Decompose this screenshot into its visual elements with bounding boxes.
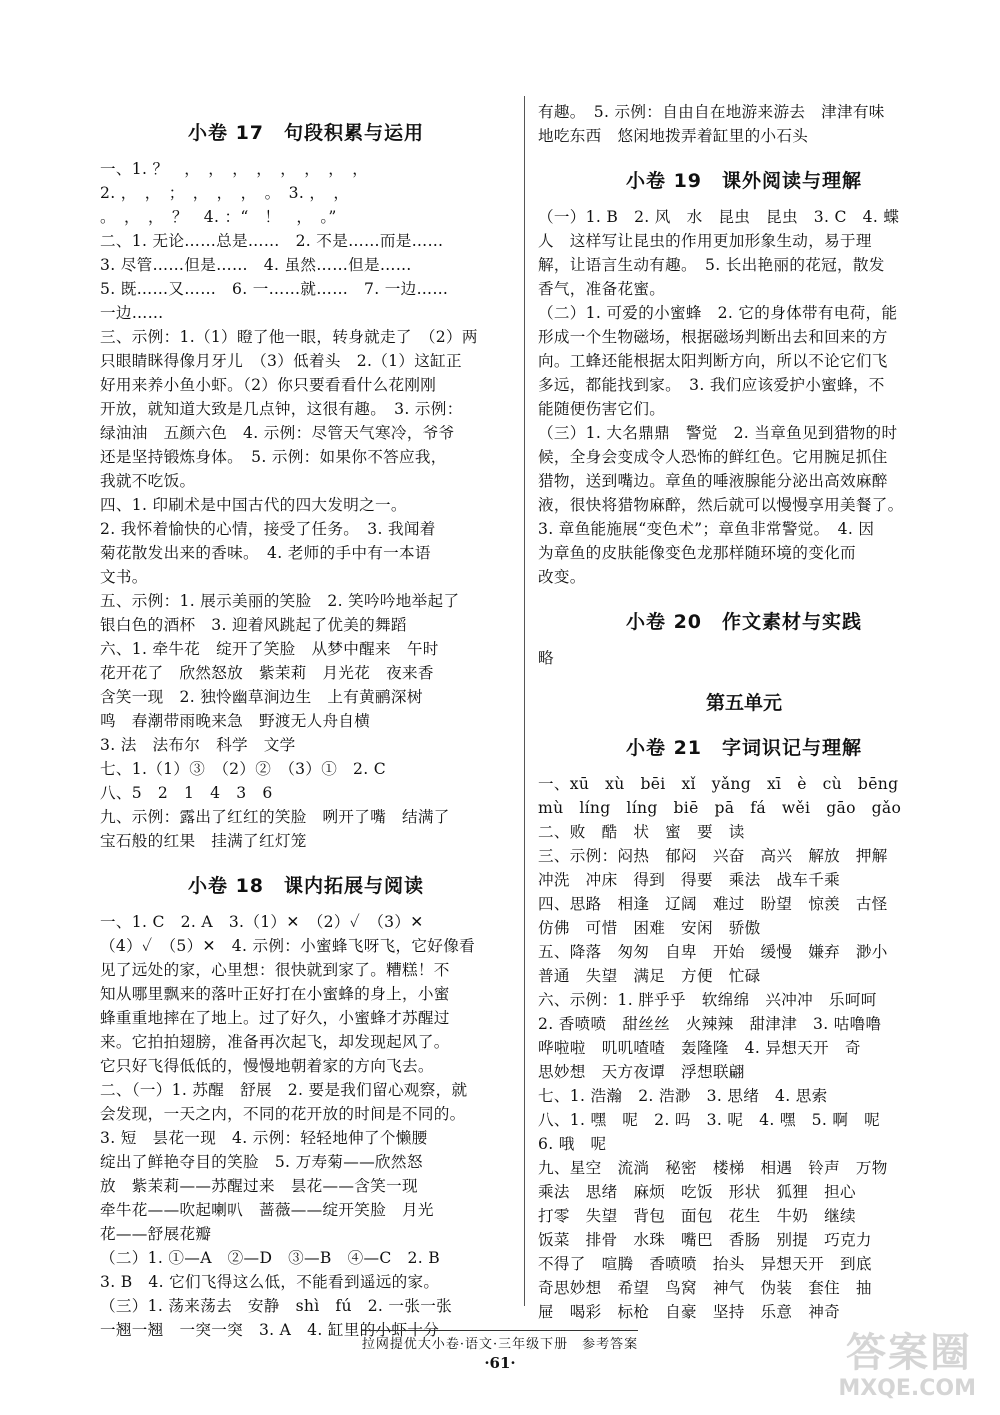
section-title-17: 小卷 17 句段积累与运用 bbox=[187, 122, 425, 144]
answer-line: 六、1. 牵牛花 绽开了笑脸 从梦中醒来 午时 bbox=[100, 640, 439, 658]
answer-line: 我就不吃饭。 bbox=[100, 472, 196, 490]
answer-line: 3. 尽管……但是…… 4. 虽然……但是…… bbox=[100, 256, 412, 274]
answer-line: 七、1.（1）③ （2）② （3）① 2. C bbox=[100, 760, 387, 778]
answer-line: 为章鱼的皮肤能像变色龙那样随环境的变化而 bbox=[538, 544, 856, 562]
answer-line: 五、降落 匆匆 自卑 开始 缓慢 嫌弃 渺小 bbox=[538, 943, 888, 961]
answer-line: 放 紫茉莉——苏醒过来 昙花——含笑一现 bbox=[100, 1177, 418, 1195]
answer-line: 一、1. ？ ， ， ， ， ， ， ， ， bbox=[100, 160, 369, 178]
answer-line: 四、思路 相逢 辽阔 难过 盼望 惊羡 古怪 bbox=[538, 895, 888, 913]
answer-line: 2. ， ， ； ， ， ， 。 3. ， ， bbox=[100, 184, 350, 202]
answer-line: 乘法 思绪 麻烦 吃饭 形状 狐狸 担心 bbox=[538, 1183, 856, 1201]
section-17-body bbox=[100, 157, 512, 853]
answer-line: 二、败 酷 状 蜜 要 读 bbox=[538, 823, 745, 841]
answer-line: 九、示例：露出了红红的笑脸 咧开了嘴 结满了 bbox=[100, 808, 450, 826]
answer-line: 它只好飞得低低的，慢慢地朝着家的方向飞去。 bbox=[100, 1057, 434, 1075]
answer-line: 3. 法 法布尔 科学 文学 bbox=[100, 736, 296, 754]
page-number: ·61· bbox=[484, 1354, 516, 1372]
answer-line: 开放，就知道大致是几点钟，这很有趣。 3. 示例： bbox=[100, 400, 463, 418]
unit-title: 第五单元 bbox=[705, 692, 782, 714]
answer-line: 液，很快将猎物麻醉，然后就可以慢慢享用美餐了。 bbox=[538, 496, 904, 514]
answer-line: 打零 失望 背包 面包 花生 牛奶 继续 bbox=[538, 1207, 856, 1225]
answer-line: 还是坚持锻炼身体。 5. 示例：如果你不答应我， bbox=[100, 448, 447, 466]
answer-line: 二、（一）1. 苏醒 舒展 2. 要是我们留心观察，就 bbox=[100, 1081, 468, 1099]
answer-line: 地吃东西 悠闲地拨弄着缸里的小石头 bbox=[538, 127, 809, 145]
answer-line: 5. 既……又…… 6. 一……就…… 7. 一边…… bbox=[100, 280, 449, 298]
answer-line: 好用来养小鱼小虾。（2）你只要看看什么花刚刚 bbox=[100, 376, 437, 394]
answer-line: 冲洗 冲床 得到 得要 乘法 战车千乘 bbox=[538, 871, 840, 889]
section-19-body bbox=[538, 205, 950, 589]
answer-line: 思妙想 天方夜谭 浮想联翩 bbox=[538, 1063, 745, 1081]
answer-line: 候，全身会变成令人恐怖的鲜红色。它用腕足抓住 bbox=[538, 448, 888, 466]
answer-line: 解，让语言生动有趣。 5. 长出艳丽的花冠，散发 bbox=[538, 256, 885, 274]
section-title-18: 小卷 18 课内拓展与阅读 bbox=[187, 875, 425, 897]
section-21-body bbox=[538, 772, 950, 1324]
answer-line: 。 ， ， ？ 4. ：“ ！ ， 。” bbox=[100, 208, 337, 226]
answer-line: （二）1. ①—A ②—D ③—B ④—C 2. B bbox=[100, 1249, 440, 1267]
answer-line: 普通 失望 满足 方便 忙碌 bbox=[538, 967, 761, 985]
answer-line: 花开花了 欣然怒放 紫茉莉 月光花 夜来香 bbox=[100, 664, 434, 682]
answer-line: 绽出了鲜艳夺目的笑脸 5. 万寿菊——欣然怒 bbox=[100, 1153, 423, 1171]
answer-line: 见了远处的家，心里想：很快就到家了。糟糕！不 bbox=[100, 961, 450, 979]
answer-line: 饭菜 排骨 水珠 嘴巴 香肠 别提 巧克力 bbox=[538, 1231, 872, 1249]
answer-line: 奇思妙想 希望 鸟窝 神气 伪装 套住 抽 bbox=[538, 1279, 872, 1297]
answer-line: 6. 哦 呢 bbox=[538, 1135, 607, 1153]
answer-line: 含笑一现 2. 独怜幽草涧边生 上有黄鹂深树 bbox=[100, 688, 423, 706]
answer-line: 改变。 bbox=[538, 568, 586, 586]
left-column bbox=[100, 100, 512, 1342]
answer-line: 只眼睛眯得像月牙儿 （3）低着头 2.（1）这缸正 bbox=[100, 352, 462, 370]
answer-line: （4）✓ （5）✕ 4. 示例：小蜜蜂飞呀飞，它好像看 bbox=[100, 937, 475, 955]
answer-line: 仿佛 可惜 困难 安闲 骄傲 bbox=[538, 919, 761, 937]
answer-line: 八、5 2 1 4 3 6 bbox=[100, 784, 273, 802]
answer-line: 三、示例：1.（1）瞪了他一眼，转身就走了 （2）两 bbox=[100, 328, 478, 346]
answer-line: 四、1. 印刷术是中国古代的四大发明之一。 bbox=[100, 496, 407, 514]
answer-line: 六、示例：1. 胖乎乎 软绵绵 兴冲冲 乐呵呵 bbox=[538, 991, 877, 1009]
section-18-continued bbox=[538, 100, 950, 148]
answer-line: （二）1. 可爱的小蜜蜂 2. 它的身体带有电荷，能 bbox=[538, 304, 898, 322]
answer-line: 来。它拍拍翅膀，准备再次起飞，却发现起风了。 bbox=[100, 1033, 450, 1051]
answer-line: 哗啦啦 叽叽喳喳 轰隆隆 4. 异想天开 奇 bbox=[538, 1039, 861, 1057]
answer-line: 香气，准备花蜜。 bbox=[538, 280, 666, 298]
section-20-body bbox=[538, 646, 950, 670]
answer-line: 2. 我怀着愉快的心情，接受了任务。 3. 我闻着 bbox=[100, 520, 436, 538]
answer-line: 向。工蜂还能根据太阳判断方向，所以不论它们飞 bbox=[538, 352, 888, 370]
answer-line: 鸣 春潮带雨晚来急 野渡无人舟自横 bbox=[100, 712, 371, 730]
answer-line: mù líng líng biē pā fá wěi gāo gǎo bbox=[538, 799, 902, 817]
answer-line: 七、1. 浩瀚 2. 浩渺 3. 思绪 4. 思索 bbox=[538, 1087, 828, 1105]
answer-line: 不得了 喧腾 香喷喷 抬头 异想天开 到底 bbox=[538, 1255, 872, 1273]
answer-line: 牵牛花——吹起喇叭 蔷薇——绽开笑脸 月光 bbox=[100, 1201, 434, 1219]
watermark-text: 答案圈 bbox=[846, 1330, 972, 1376]
answer-line: （三）1. 大名鼎鼎 警觉 2. 当章鱼见到猎物的时 bbox=[538, 424, 898, 442]
watermark-logo bbox=[832, 1321, 982, 1401]
answer-line: 八、1. 嘿 呢 2. 吗 3. 呢 4. 嘿 5. 啊 呢 bbox=[538, 1111, 881, 1129]
answer-line: 略 bbox=[538, 649, 554, 667]
answer-line: 有趣。 5. 示例：自由自在地游来游去 津津有味 bbox=[538, 103, 885, 121]
answer-line: 一、1. C 2. A 3.（1）✕ （2）✓ （3）✕ bbox=[100, 913, 424, 931]
answer-line: 2. 香喷喷 甜丝丝 火辣辣 甜津津 3. 咕噜噜 bbox=[538, 1015, 882, 1033]
answer-line: 3. 短 昙花一现 4. 示例：轻轻地伸了个懒腰 bbox=[100, 1129, 428, 1147]
answer-line: 形成一个生物磁场，根据磁场判断出去和回来的方 bbox=[538, 328, 888, 346]
section-title-19: 小卷 19 课外阅读与理解 bbox=[625, 170, 863, 192]
right-column bbox=[538, 100, 950, 1324]
answer-line: 三、示例：闷热 郁闷 兴奋 高兴 解放 押解 bbox=[538, 847, 888, 865]
answer-line: 一、xū xù bēi xǐ yǎng xī è cù bēng bbox=[538, 775, 899, 793]
column-divider bbox=[524, 96, 525, 1306]
answer-line: 能随便伤害它们。 bbox=[538, 400, 666, 418]
answer-line: 九、星空 流淌 秘密 楼梯 相遇 铃声 万物 bbox=[538, 1159, 888, 1177]
answer-line: 文书。 bbox=[100, 568, 148, 586]
answer-line: 银白色的酒杯 3. 迎着风跳起了优美的舞蹈 bbox=[100, 616, 407, 634]
answer-line: 二、1. 无论……总是…… 2. 不是……而是…… bbox=[100, 232, 444, 250]
answer-line: 花——舒展花瓣 bbox=[100, 1225, 212, 1243]
answer-line: 3. 章鱼能施展“变色术”；章鱼非常警觉。 4. 因 bbox=[538, 520, 875, 538]
answer-line: （三）1. 荡来荡去 安静 shì fú 2. 一张一张 bbox=[100, 1297, 453, 1315]
answer-line: 多远，都能找到家。 3. 我们应该爱护小蜜蜂，不 bbox=[538, 376, 885, 394]
answer-line: 3. B 4. 它们飞得这么低，不能看到遥远的家。 bbox=[100, 1273, 440, 1291]
watermark-url: MXQE.COM bbox=[838, 1376, 976, 1401]
answer-line: （一）1. B 2. 风 水 昆虫 昆虫 3. C 4. 蝶 bbox=[538, 208, 900, 226]
answer-line: 宝石般的红果 挂满了红灯笼 bbox=[100, 832, 307, 850]
answer-line: 猎物，送到嘴边。章鱼的唾液腺能分泌出高效麻醉 bbox=[538, 472, 888, 490]
answer-line: 菊花散发出来的香味。 4. 老师的手中有一本语 bbox=[100, 544, 431, 562]
answer-line: 会发现，一天之内，不同的花开放的时间是不同的。 bbox=[100, 1105, 466, 1123]
answer-line: 绿油油 五颜六色 4. 示例：尽管天气寒冷，爷爷 bbox=[100, 424, 455, 442]
section-title-20: 小卷 20 作文素材与实践 bbox=[625, 611, 863, 633]
section-title-21: 小卷 21 字词识记与理解 bbox=[625, 737, 863, 759]
answer-line: 屉 喝彩 标枪 自豪 坚持 乐意 神奇 bbox=[538, 1303, 840, 1321]
answer-line: 人 这样写让昆虫的作用更加形象生动，易于理 bbox=[538, 232, 872, 250]
section-18-body bbox=[100, 910, 512, 1342]
answer-line: 五、示例：1. 展示美丽的笑脸 2. 笑吟吟地举起了 bbox=[100, 592, 460, 610]
book-title: 拉网提优大小卷·语文·三年级下册 参考答案 bbox=[362, 1330, 638, 1352]
answer-line: 知从哪里飘来的落叶正好打在小蜜蜂的身上，小蜜 bbox=[100, 985, 450, 1003]
answer-line: 一翘一翘 一突一突 3. A 4. 缸里的小虾十分 bbox=[100, 1321, 440, 1339]
answer-line: 一边…… bbox=[100, 304, 164, 322]
answer-line: 蜂重重地摔在了地上。过了好久，小蜜蜂才苏醒过 bbox=[100, 1009, 450, 1027]
